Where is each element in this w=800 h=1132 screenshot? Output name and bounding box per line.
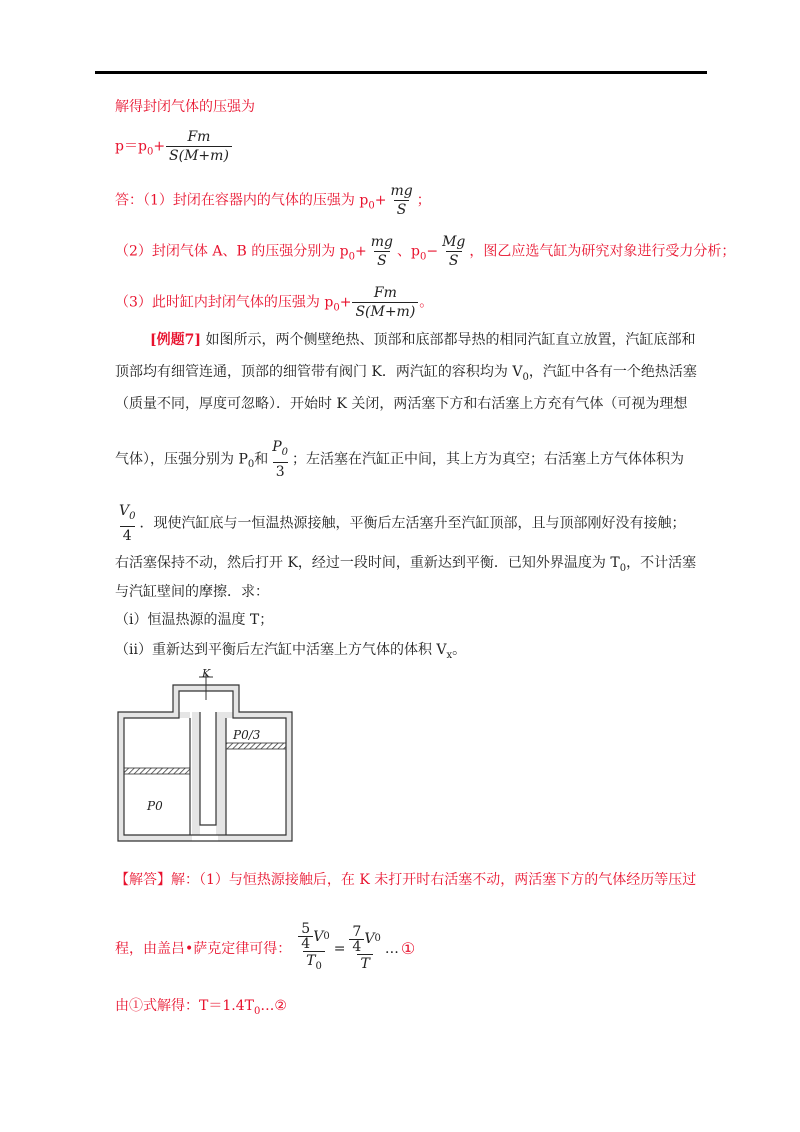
problem-line: 气体），压强分别为 $P_0$和 $\frac{P_0}{3}$ ；左活塞在汽缸正中间，其上方为真空；右活塞上方气体体积为 xyxy=(115,439,685,480)
equation-line: 程，由盖吕•萨克定律可得： $\frac{5}{4}$ V 0 $T_0$ = $\frac{7}{4}$ V 0 T … ① xyxy=(115,922,415,976)
problem-line: [例题7] 如图所示，两个侧壁绝热、顶部和底部都导热的相同汽缸直立放置，汽缸底部和 xyxy=(150,332,696,348)
question-1: （i）恒温热源的温度 T； xyxy=(115,612,274,628)
header-rule xyxy=(95,71,707,74)
fraction: $\frac{Mg}{S}$ xyxy=(442,234,466,269)
fraction: $\frac{Fm}{S(M+m)}$ xyxy=(352,284,418,321)
problem-line: （质量不同，厚度可忽略）．开始时 K 关闭，两活塞下方和右活塞上方充有气体（可视为理想 xyxy=(115,396,688,412)
result-line: 由①式解得：$T=1.4T_0\dots ②$ xyxy=(115,998,287,1017)
equation-mark: ② xyxy=(274,998,287,1014)
valve-label: K xyxy=(202,668,211,680)
fraction: $\frac{mg}{S}$ xyxy=(370,234,393,269)
left-chamber xyxy=(124,718,190,835)
formula-line: $p=p_0+$ $\frac{Fm}{S(M+m)}$ xyxy=(115,128,233,165)
text-line xyxy=(115,97,255,117)
equation-mark: ① xyxy=(129,998,143,1014)
answer-line-2: （2）封闭气体 A、B 的压强分别为 $p_0+$ $\frac{mg}{S}$ 、$p_0-$ $\frac{Mg}{S}$ ，图乙应选气缸为研究对象进行受力分析； xyxy=(115,234,736,269)
answer-tag: 【解答】 xyxy=(115,872,171,888)
fraction: $\frac{7}{4}$ V 0 T xyxy=(346,925,383,973)
fraction: $\frac{Fm}{S(M+m)}$ xyxy=(166,128,232,165)
cylinder-diagram xyxy=(115,668,295,844)
right-piston xyxy=(226,743,286,749)
problem-line: 顶部均有细管连通，顶部的细管带有阀门 K．两汽缸的容积均为 $V_0$，汽缸中各有一个绝热活塞 xyxy=(115,364,697,383)
problem-line: $\frac{V_0}{4}$ ．现使汽缸底与一恒温热源接触，平衡后左活塞升至汽缸顶部，且与顶部刚好没有接触； xyxy=(115,502,686,545)
question-2: （ii）重新达到平衡后左汽缸中活塞上方气体的体积 $V_x$。 xyxy=(115,642,467,661)
answer-line-3: （3）此时缸内封闭气体的压强为 $p_0+$ $\frac{Fm}{S(M+m)}$ 。 xyxy=(115,285,434,320)
solution-text: 解得封闭气体的压强为 xyxy=(115,99,255,115)
fraction: $\frac{P_0}{3}$ xyxy=(272,439,289,480)
example-tag: [例题7] xyxy=(150,332,201,348)
left-gas-label: P0 xyxy=(147,799,163,813)
equation-mark: ① xyxy=(400,938,416,958)
fraction: $\frac{5}{4}$ V 0 $T_0$ xyxy=(295,922,332,976)
answer-line: 【解答】解：（1）与恒热源接触后，在 K 未打开时右活塞不动，两活塞下方的气体经历等压过 xyxy=(115,872,697,888)
fraction: $\frac{mg}{S}$ xyxy=(390,183,413,218)
left-piston xyxy=(124,768,190,774)
right-gas-label: P0/3 xyxy=(233,728,261,742)
problem-line: 与汽缸壁间的摩擦．求： xyxy=(115,584,269,600)
problem-line: 右活塞保持不动，然后打开 K，经过一段时间，重新达到平衡．已知外界温度为 $T_0$，不计活塞 xyxy=(115,555,697,574)
answer-line-1: 答：（1）封闭在容器内的气体的压强为 $p_0+$ $\frac{mg}{S}$ ； xyxy=(115,183,431,218)
fraction: $\frac{V_0}{4}$ xyxy=(119,503,136,544)
